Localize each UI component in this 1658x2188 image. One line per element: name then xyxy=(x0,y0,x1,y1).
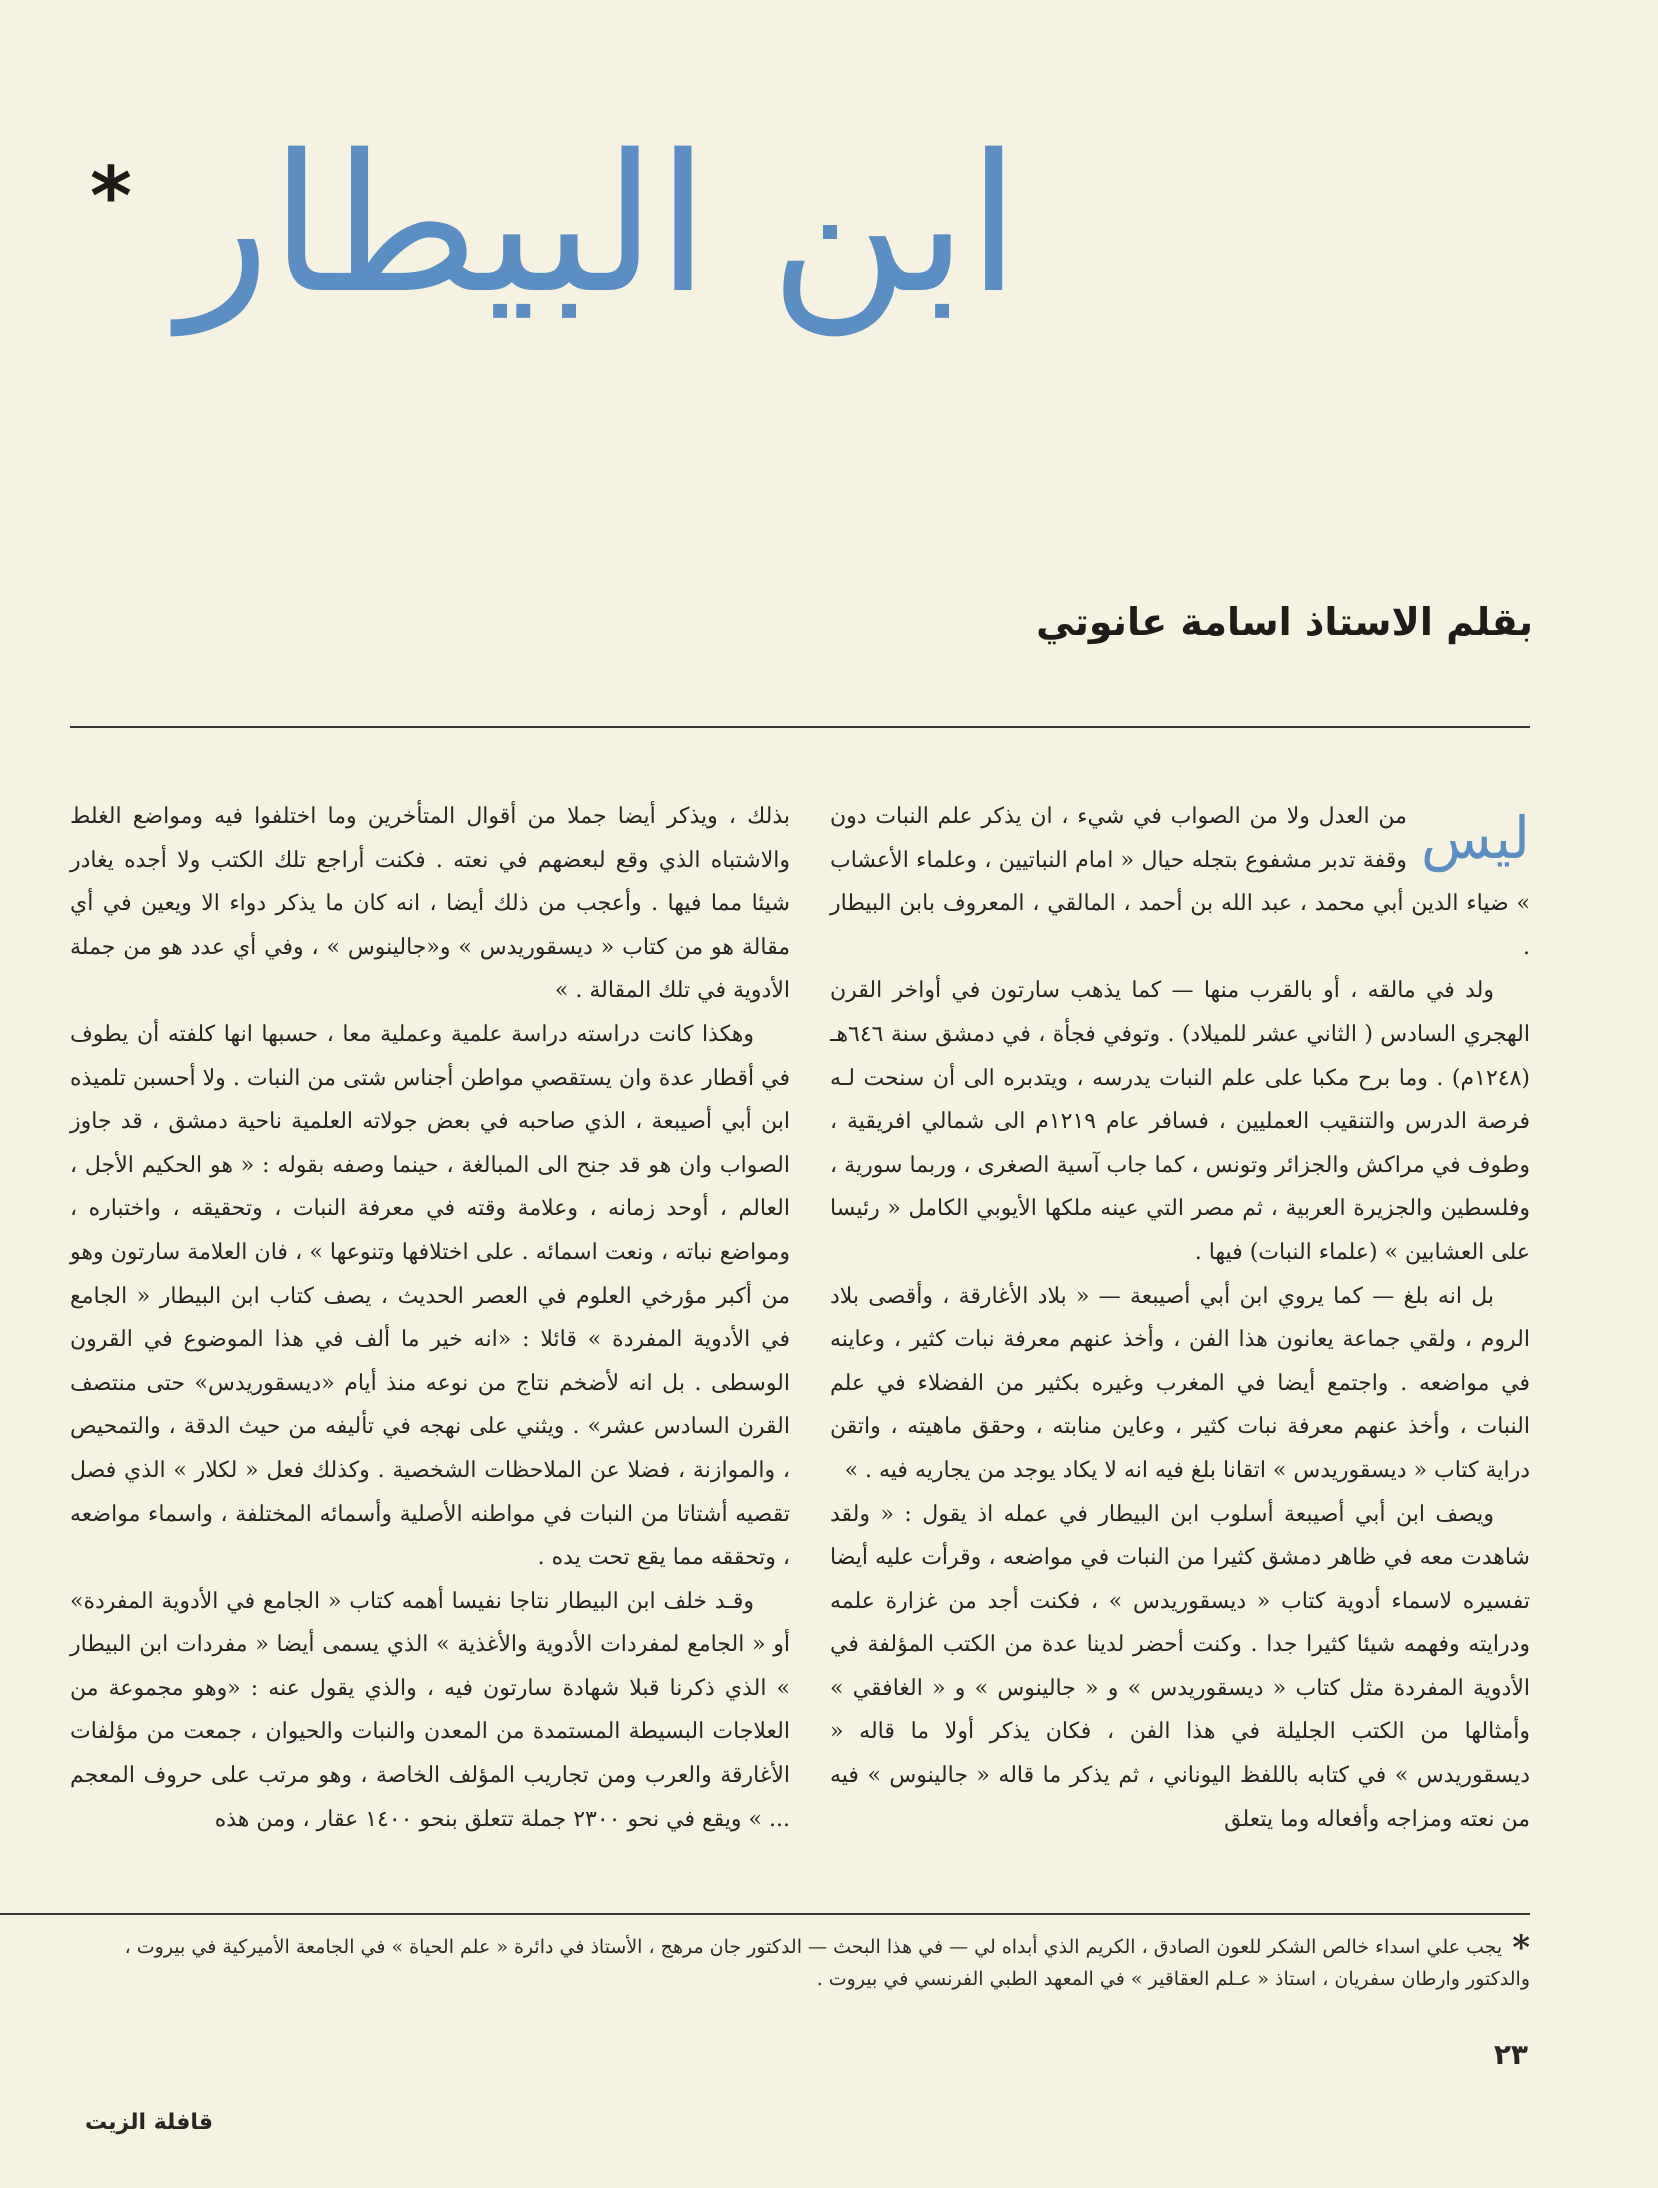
article-title: ابن البيطار xyxy=(178,114,1020,335)
paragraph: وهكذا كانت دراسته دراسة علمية وعملية معا ، حسبها انها كلفته أن يطوف في أقطار عدة وان يستقصي مواطن أجناس شتى من النبات . ولا أحسبن تلميذه ابن أبي أصيبعة ، الذي صاحبه في بعض جولاته العلمية ناحية دمشق ، قد جاوز الصواب وان هو قد جنح الى المبالغة ، حينما وصفه بقوله : « هو الحكيم الأجل ، العالم ، أوحد زمانه ، وعلامة وقته في معرفة النبات ، وتحقيقه ، واختباره ، ومواضع نباته ، ونعت اسمائه . على اختلافها وتنوعها » ، فان العلامة سارتون وهو من أكبر مؤرخي العلوم في العصر الحديث ، يصف كتاب ابن البيطار « الجامع في الأدوية المفردة » قائلا : «انه خير ما ألف في هذا الموضوع في القرون الوسطى . بل انه لأضخم نتاج من نوعه منذ أيام «ديسقوريدس» حتى منتصف القرن السادس عشر» . ويثني على نهجه في تأليفه من حيث الدقة ، والتمحيص ، والموازنة ، فضلا عن الملاحظات الشخصية . وكذلك فعل « لكلار » الذي فصل تقصيه أشتاتا من النبات في مواطنه الأصلية وأسمائه المختلفة ، واسماء مواضعه ، وتحققه مما يقع تحت يده . xyxy=(70,1021,790,1571)
paragraph xyxy=(830,795,1530,969)
article-title-block xyxy=(60,110,1040,410)
page-number: ٢٣ xyxy=(1493,2038,1528,2071)
paragraph-text: من العدل ولا من الصواب في شيء ، ان يذكر علم النبات دون وقفة تدبر مشفوع بتجله حيال « امام النباتيين ، وعلماء الأعشاب » ضياء الدين أبي محمد ، عبد الله بن أحمد ، المالقي ، المعروف بابن البيطار . xyxy=(830,804,1530,960)
title-footnote-marker: * xyxy=(90,150,132,243)
drop-cap: ليس xyxy=(1420,804,1530,872)
magazine-name: قافلة الزيت xyxy=(85,2110,214,2135)
footnote xyxy=(70,1927,1530,1995)
article-column-right xyxy=(830,795,1530,1841)
footnote-marker: * xyxy=(1512,1927,1530,1968)
footnote-divider xyxy=(0,1913,1530,1915)
paragraph: وقـد خلف ابن البيطار نتاجا نفيسا أهمه كتاب « الجامع في الأدوية المفردة» أو « الجامع لمفردات الأدوية والأغذية » الذي يسمى أيضا « مفردات ابن البيطار » الذي ذكرنا قبلا شهادة سارتون فيه ، والذي يقول عنه : «وهو مجموعة من العلاجات البسيطة المستمدة من المعدن والنبات والحيوان ، جمعت من مؤلفات الأغارقة والعرب ومن تجاريب المؤلف الخاصة ، وهو مرتب على حروف المعجم ... » ويقع في نحو ٢٣٠٠ جملة تتعلق بنحو ١٤٠٠ عقار ، ومن هذه xyxy=(70,1588,790,1832)
footnote-text: يجب علي اسداء خالص الشكر للعون الصادق ، الكريم الذي أبداه لي — في هذا البحث — الدكتور جان مرهج ، الأستاذ في دائرة « علم الحياة » في الجامعة الأميركية في بيروت ، والدكتور وارطان سفريان ، استاذ « عـلم العقاقير » في المعهد الطبي الفرنسي في بيروت . xyxy=(124,1936,1530,1990)
paragraph: بل انه بلغ — كما يروي ابن أبي أصيبعة — « بلاد الأغارقة ، وأقصى بلاد الروم ، ولقي جماعة يعانون هذا الفن ، وأخذ عنهم معرفة نبات كثير ، وعاينه في مواضعه . واجتمع أيضا في المغرب وغيره بكثير من الفضلاء في علم النبات ، وأخذ عنهم معرفة نبات كثير ، وعاين منابته ، وحقق ماهيته ، واتقن دراية كتاب « ديسقوريدس » اتقانا بلغ فيه انه لا يكاد يوجد من يجاريه فيه . » xyxy=(830,1283,1530,1483)
paragraph: بذلك ، ويذكر أيضا جملا من أقوال المتأخرين وما اختلفوا فيه ومواضع الغلط والاشتباه الذي وقع لبعضهم في نعته . فكنت أراجع تلك الكتب ولا أجده يغادر شيئا مما فيها . وأعجب من ذلك أيضا ، انه كان ما يذكر دواء الا ويعين في أي مقالة هو من كتاب « ديسقوريدس » و«جالينوس » ، وفي أي عدد هو من جملة الأدوية في تلك المقالة . » xyxy=(70,804,790,1004)
header-divider xyxy=(70,726,1530,728)
paragraph: ويصف ابن أبي أصيبعة أسلوب ابن البيطار في عمله اذ يقول : « ولقد شاهدت معه في ظاهر دمشق كثيرا من النبات في مواضعه ، وقرأت عليه أيضا تفسيره لاسماء أدوية كتاب « ديسقوريدس » ، فكنت أجد من غزارة علمه ودرايته وفهمه شيئا كثيرا جدا . وكنت أحضر لدينا عدة من الكتب المؤلفة في الأدوية المفردة مثل كتاب « ديسقوريدس » و « جالينوس » و « الغافقي » وأمثالها من الكتب الجليلة في هذا الفن ، فكان يذكر أولا ما قاله « ديسقوريدس » في كتابه باللفظ اليوناني ، ثم يذكر ما قاله « جالينوس » فيه من نعته ومزاجه وأفعاله وما يتعلق xyxy=(830,1501,1530,1832)
author-byline: بقلم الاستاذ اسامة عانوتي xyxy=(1036,600,1533,644)
paragraph: ولد في مالقه ، أو بالقرب منها — كما يذهب سارتون في أواخر القرن الهجري السادس ( الثاني عشر للميلاد) . وتوفي فجأة ، في دمشق سنة ٦٤٦هـ (١٢٤٨م) . وما برح مكبا على علم النبات يدرسه ، ويتدبره الى أن سنحت لـه فرصة الدرس والتنقيب العمليين ، فسافر عام ١٢١٩م الى شمالي افريقية ، وطوف في مراكش والجزائر وتونس ، كما جاب آسية الصغرى ، وربما سورية ، وفلسطين والجزيرة العربية ، ثم مصر التي عينه ملكها الأيوبي الكامل « رئيسا على العشابين » (علماء النبات) فيها . xyxy=(830,978,1530,1265)
article-column-left xyxy=(70,795,790,1841)
